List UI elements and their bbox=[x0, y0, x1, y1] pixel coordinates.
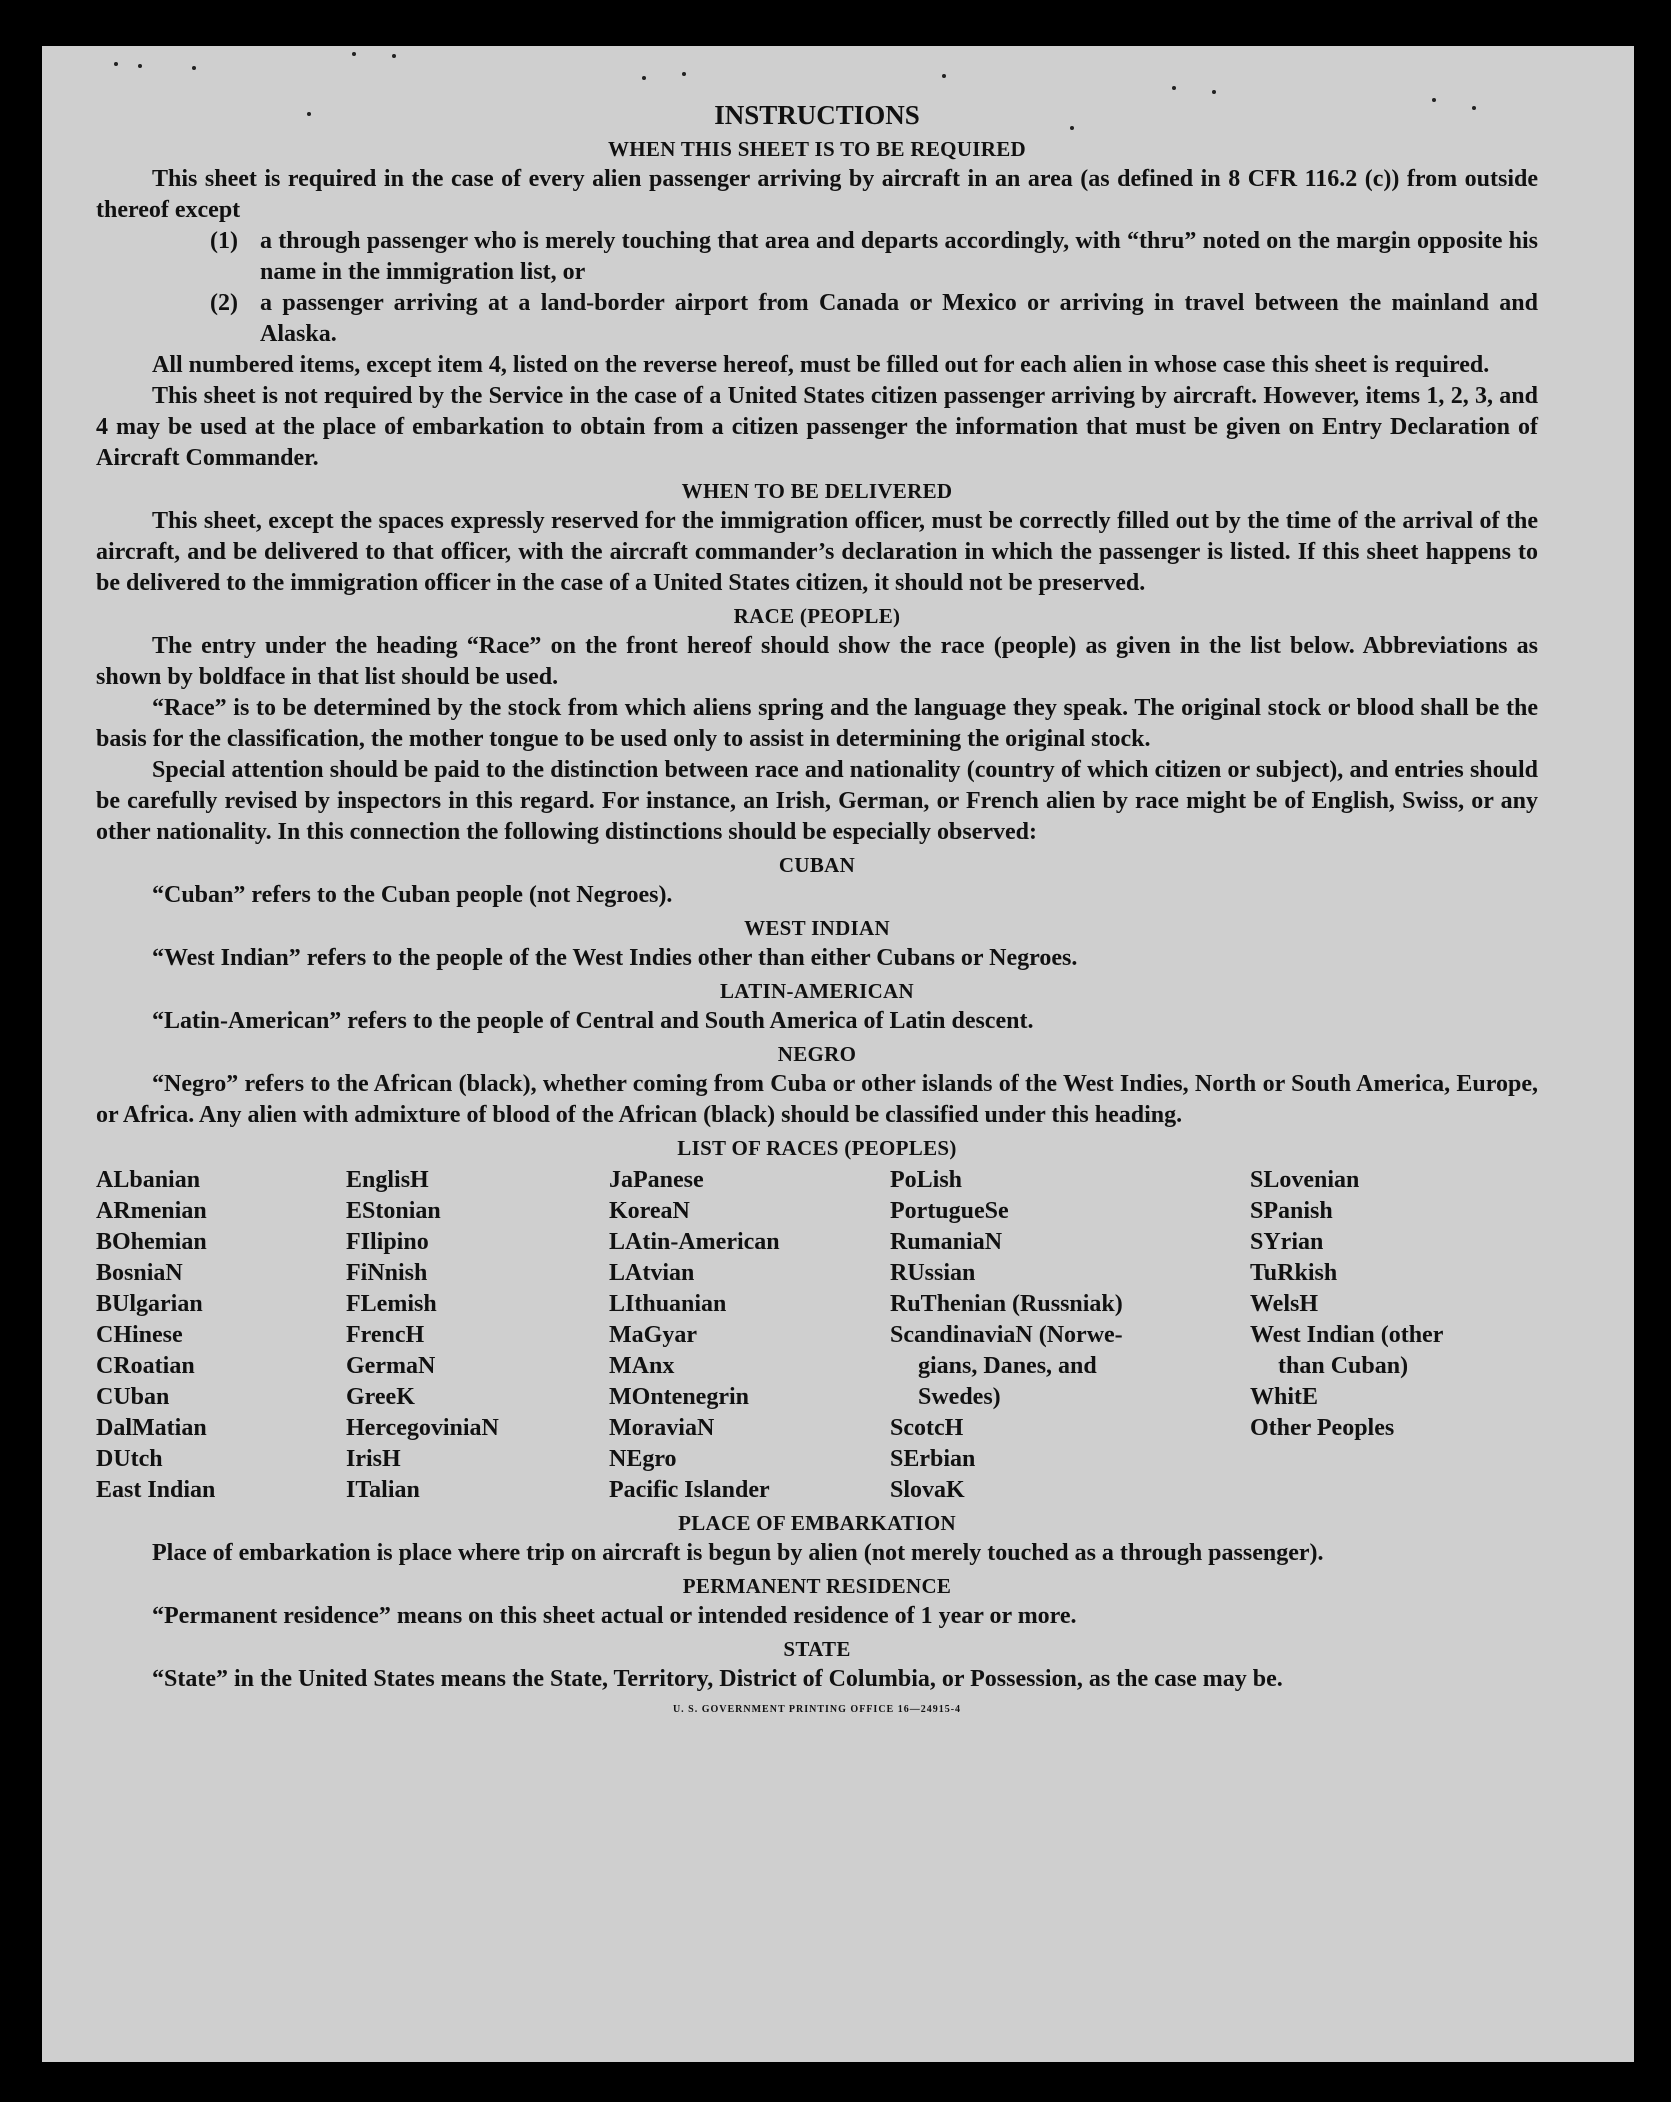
section-heading-cuban: CUBAN bbox=[778, 853, 856, 877]
race-entry: Other Peoples bbox=[1250, 1415, 1395, 1441]
section-heading-residence: PERMANENT RESIDENCE bbox=[682, 1574, 952, 1598]
race-entry: CUban bbox=[96, 1384, 170, 1410]
race-entry: WhitE bbox=[1250, 1384, 1319, 1410]
race-entry: FIlipino bbox=[346, 1229, 429, 1255]
race-entry: GreeK bbox=[346, 1384, 415, 1410]
section-heading-race: RACE (PEOPLE) bbox=[733, 604, 901, 628]
west-indian-text: “West Indian” refers to the people of the West Indies other than either Cubans or Negroes. bbox=[152, 945, 1078, 971]
races-column bbox=[346, 1165, 609, 1506]
exception-item-text: a passenger arriving at a land-border airport from Canada or Mexico or arriving in travel between the mainland and Alaska. bbox=[260, 290, 1538, 347]
speck bbox=[682, 72, 686, 76]
section-heading-embarkation: PLACE OF EMBARKATION bbox=[678, 1511, 956, 1535]
race-entry: EnglisH bbox=[346, 1167, 429, 1193]
embarkation-text: Place of embarkation is place where trip on aircraft is begun by alien (not merely touched as a through passenger). bbox=[152, 1540, 1324, 1566]
races-column bbox=[96, 1165, 346, 1506]
speck bbox=[942, 74, 946, 78]
speck bbox=[352, 52, 356, 56]
race-entry: Swedes) bbox=[918, 1384, 1001, 1410]
exception-item-text: a through passenger who is merely touching that area and departs accordingly, with “thru” noted on the margin opposite his name in the immigration list, or bbox=[260, 228, 1538, 285]
races-column bbox=[609, 1165, 890, 1506]
exception-item-number: (1) bbox=[210, 228, 238, 254]
numbered-items-paragraph: All numbered items, except item 4, listed on the reverse hereof, must be filled out for each alien in whose case this sheet is required. bbox=[152, 352, 1490, 378]
races-column bbox=[1250, 1165, 1538, 1506]
race-entry: GermaN bbox=[346, 1353, 436, 1379]
race-entry: FrencH bbox=[346, 1322, 425, 1348]
race-entry: BosniaN bbox=[96, 1260, 183, 1286]
instructions-content bbox=[96, 98, 1538, 1717]
race-entry: IrisH bbox=[346, 1446, 401, 1472]
race-entry: SLovenian bbox=[1250, 1167, 1360, 1193]
race-entry: WelsH bbox=[1250, 1291, 1319, 1317]
race-entry: ScandinaviaN (Norwe- bbox=[890, 1322, 1123, 1348]
race-paragraph: “Race” is to be determined by the stock from which aliens spring and the language they speak. The original stock or blood shall be the basis for the classification, the mother tongue to be used only to assist in determining the original stock. bbox=[96, 695, 1538, 752]
race-entry: RuThenian (Russniak) bbox=[890, 1291, 1123, 1317]
speck bbox=[1172, 86, 1176, 90]
race-entry: MaGyar bbox=[609, 1322, 697, 1348]
exception-item bbox=[210, 226, 1538, 288]
race-entry: ScotcH bbox=[890, 1415, 964, 1441]
section-heading-when-required: WHEN THIS SHEET IS TO BE REQUIRED bbox=[607, 137, 1026, 161]
latin-american-text: “Latin-American” refers to the people of Central and South America of Latin descent. bbox=[152, 1008, 1034, 1034]
race-entry: PortugueSe bbox=[890, 1198, 1009, 1224]
section-heading-list-of-races: LIST OF RACES (PEOPLES) bbox=[677, 1136, 957, 1160]
race-entry: ALbanian bbox=[96, 1167, 201, 1193]
race-entry: Pacific Islander bbox=[609, 1477, 770, 1503]
race-entry: BUlgarian bbox=[96, 1291, 203, 1317]
race-entry: FLemish bbox=[346, 1291, 437, 1317]
race-entry: JaPanese bbox=[609, 1167, 704, 1193]
races-list bbox=[96, 1165, 1538, 1506]
section-heading-when-delivered: WHEN TO BE DELIVERED bbox=[681, 479, 953, 503]
race-entry: CRoatian bbox=[96, 1353, 195, 1379]
race-entry: RUssian bbox=[890, 1260, 976, 1286]
state-text: “State” in the United States means the State, Territory, District of Columbia, or Possession, as the case may be. bbox=[152, 1666, 1283, 1692]
race-entry: CHinese bbox=[96, 1322, 183, 1348]
race-entry: SErbian bbox=[890, 1446, 976, 1472]
race-entry: SlovaK bbox=[890, 1477, 965, 1503]
race-entry: West Indian (other bbox=[1250, 1322, 1444, 1348]
race-entry: LAtin-American bbox=[609, 1229, 780, 1255]
race-entry: MOntenegrin bbox=[609, 1384, 749, 1410]
exception-item-number: (2) bbox=[210, 290, 238, 316]
race-entry: TuRkish bbox=[1250, 1260, 1338, 1286]
page-title: INSTRUCTIONS bbox=[714, 100, 920, 130]
speck bbox=[392, 54, 396, 58]
speck bbox=[114, 62, 118, 66]
race-entry: BOhemian bbox=[96, 1229, 207, 1255]
race-entry: East Indian bbox=[96, 1477, 216, 1503]
race-entry: than Cuban) bbox=[1278, 1353, 1409, 1379]
section-heading-latin-american: LATIN-AMERICAN bbox=[720, 979, 914, 1003]
race-entry: HercegoviniaN bbox=[346, 1415, 499, 1441]
speck bbox=[642, 76, 646, 80]
race-entry: LAtvian bbox=[609, 1260, 695, 1286]
speck bbox=[138, 64, 142, 68]
race-entry: FiNnish bbox=[346, 1260, 428, 1286]
race-entry: PoLish bbox=[890, 1167, 963, 1193]
negro-text: “Negro” refers to the African (black), whether coming from Cuba or other islands of the West Indies, North or South America, Europe, or Africa. Any alien with admixture of blood of the African (black) should be classified under this heading. bbox=[96, 1071, 1538, 1128]
race-paragraph: Special attention should be paid to the distinction between race and nationality (country of which citizen or subject), and entries should be carefully revised by inspectors in this regard. For instance, an Irish, German, or French alien by race might be of English, Swiss, or any other nationality. In this connection the following distinctions should be especially observed: bbox=[96, 757, 1538, 845]
section-heading-state: STATE bbox=[783, 1637, 851, 1661]
race-entry: NEgro bbox=[609, 1446, 677, 1472]
race-entry: MoraviaN bbox=[609, 1415, 715, 1441]
printer-imprint: U. S. GOVERNMENT PRINTING OFFICE 16—24915-4 bbox=[672, 1704, 962, 1715]
race-entry: SYrian bbox=[1250, 1229, 1324, 1255]
speck bbox=[192, 66, 196, 70]
race-paragraph: The entry under the heading “Race” on the front hereof should show the race (people) as given in the list below. Abbreviations as shown by boldface in that list should be used. bbox=[96, 633, 1538, 690]
race-entry: LIthuanian bbox=[609, 1291, 727, 1317]
race-entry: SPanish bbox=[1250, 1198, 1333, 1224]
residence-text: “Permanent residence” means on this sheet actual or intended residence of 1 year or more. bbox=[152, 1603, 1077, 1629]
race-entry: DUtch bbox=[96, 1446, 163, 1472]
cuban-text: “Cuban” refers to the Cuban people (not Negroes). bbox=[152, 882, 673, 908]
citizen-paragraph: This sheet is not required by the Service in the case of a United States citizen passenger arriving by aircraft. However, items 1, 2, 3, and 4 may be used at the place of embarkation to obtain from a citizen passenger the information that must be given on Entry Declaration of Aircraft Commander. bbox=[96, 383, 1538, 471]
speck bbox=[1212, 90, 1216, 94]
when-delivered-text: This sheet, except the spaces expressly reserved for the immigration officer, must be correctly filled out by the time of the arrival of the aircraft, and be delivered to that officer, with the aircraft commander’s declaration in which the passenger is listed. If this sheet happens to be delivered to the immigration officer in the case of a United States citizen, it should not be preserved. bbox=[96, 508, 1538, 596]
section-heading-negro: NEGRO bbox=[777, 1042, 857, 1066]
section-heading-west-indian: WEST INDIAN bbox=[744, 916, 890, 940]
race-entry: KoreaN bbox=[609, 1198, 690, 1224]
race-entry: MAnx bbox=[609, 1353, 675, 1379]
exception-item bbox=[210, 288, 1538, 350]
race-entry: ARmenian bbox=[96, 1198, 207, 1224]
race-entry: RumaniaN bbox=[890, 1229, 1003, 1255]
race-entry: EStonian bbox=[346, 1198, 441, 1224]
when-required-intro: This sheet is required in the case of every alien passenger arriving by aircraft in an area (as defined in 8 CFR 116.2 (c)) from outside thereof except bbox=[96, 166, 1538, 223]
races-column bbox=[890, 1165, 1250, 1506]
race-entry: gians, Danes, and bbox=[918, 1353, 1097, 1379]
race-entry: DalMatian bbox=[96, 1415, 207, 1441]
race-entry: ITalian bbox=[346, 1477, 420, 1503]
